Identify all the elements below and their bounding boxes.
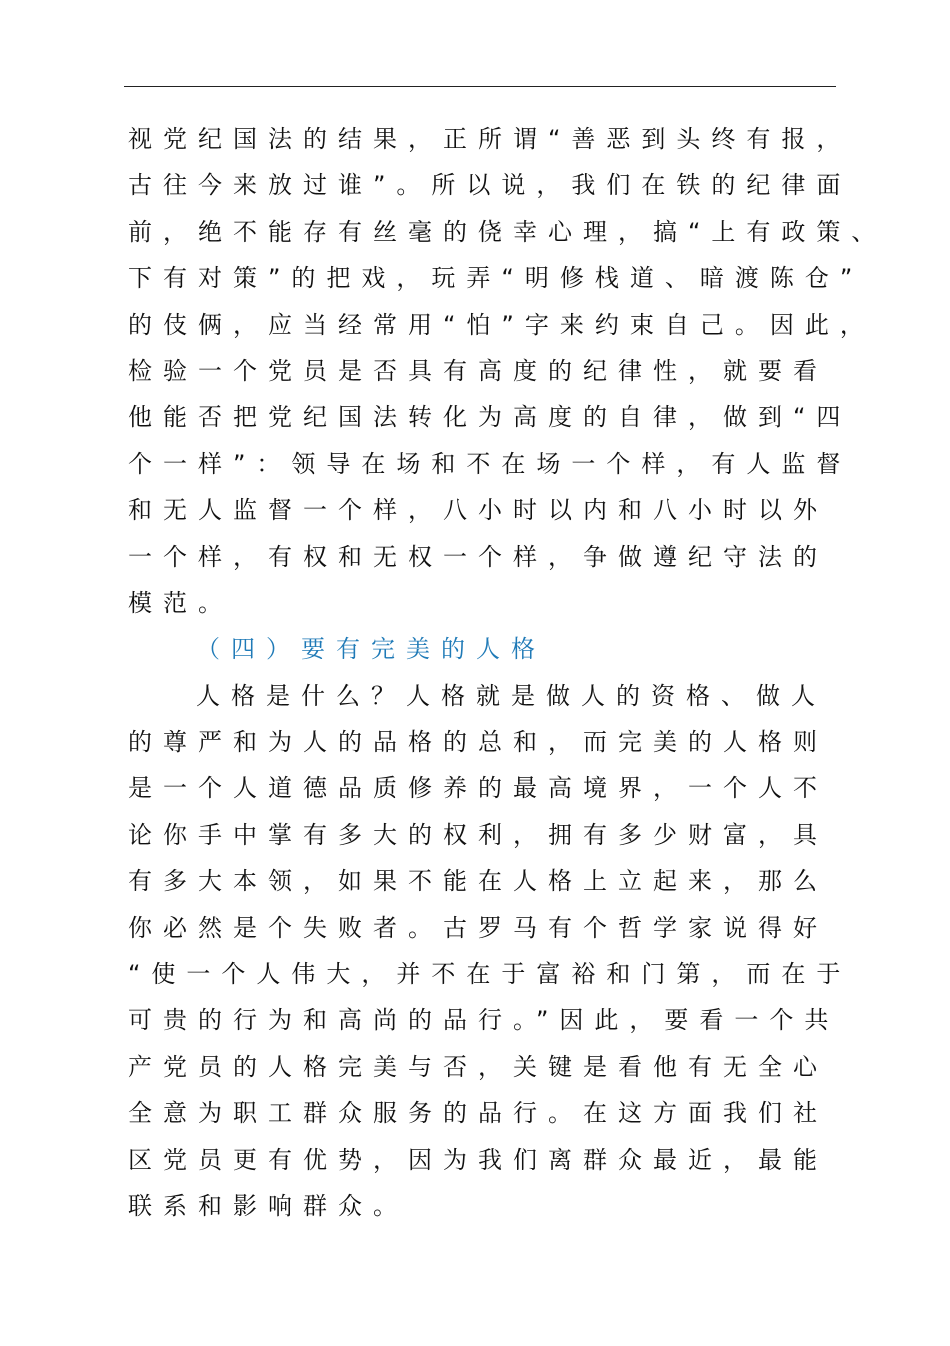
header-rule [124,86,836,87]
section-paragraph-line: 你必然是个失败者。古罗马有个哲学家说得好 [128,913,828,942]
section-heading: （四）要有完美的人格 [196,635,546,664]
section-paragraph-line: “使一个人伟大，并不在于富裕和门第，而在于 [128,960,852,989]
paragraph-line: 前，绝不能存有丝毫的侥幸心理，搞“上有政策、 [128,217,887,246]
paragraph-line: 古往今来放过谁”。所以说，我们在铁的纪律面 [128,171,852,200]
paragraph-line: 他能否把党纪国法转化为高度的自律，做到“四 [128,403,852,432]
section-paragraph-line: 有多大本领，如果不能在人格上立起来，那么 [128,867,828,896]
section-paragraph-line: 是一个人道德品质修养的最高境界，一个人不 [128,774,828,803]
section-paragraph-line: 论你手中掌有多大的权利，拥有多少财富，具 [128,820,828,849]
paragraph-line: 检验一个党员是否具有高度的纪律性，就要看 [128,356,828,385]
paragraph-line: 个一样”：领导在场和不在场一个样，有人监督 [128,449,852,478]
paragraph-line: 一个样，有权和无权一个样，争做遵纪守法的 [128,542,828,571]
paragraph-line: 视党纪国法的结果，正所谓“善恶到头终有报， [128,125,852,153]
section-paragraph-line: 区党员更有优势，因为我们离群众最近，最能 [128,1145,828,1174]
section-paragraph-line: 联系和影响群众。 [128,1191,408,1220]
paragraph-line: 模范。 [128,588,233,617]
body-text [128,116,887,1229]
section-paragraph-line: 产党员的人格完美与否，关键是看他有无全心 [128,1052,828,1081]
paragraph-line: 下有对策”的把戏，玩弄“明修栈道、暗渡陈仓” [128,264,864,293]
paragraph-line: 的伎俩，应当经常用“怕”字来约束自己。因此， [128,310,875,339]
section-paragraph-line: 全意为职工群众服务的品行。在这方面我们社 [128,1099,828,1128]
paragraph-line: 和无人监督一个样，八小时以内和八小时以外 [128,496,828,525]
section-paragraph-line: 的尊严和为人的品格的总和，而完美的人格则 [128,728,828,757]
section-paragraph-line: 可贵的行为和高尚的品行。”因此，要看一个共 [128,1006,840,1035]
section-paragraph-line: 人格是什么？人格就是做人的资格、做人 [196,681,826,710]
